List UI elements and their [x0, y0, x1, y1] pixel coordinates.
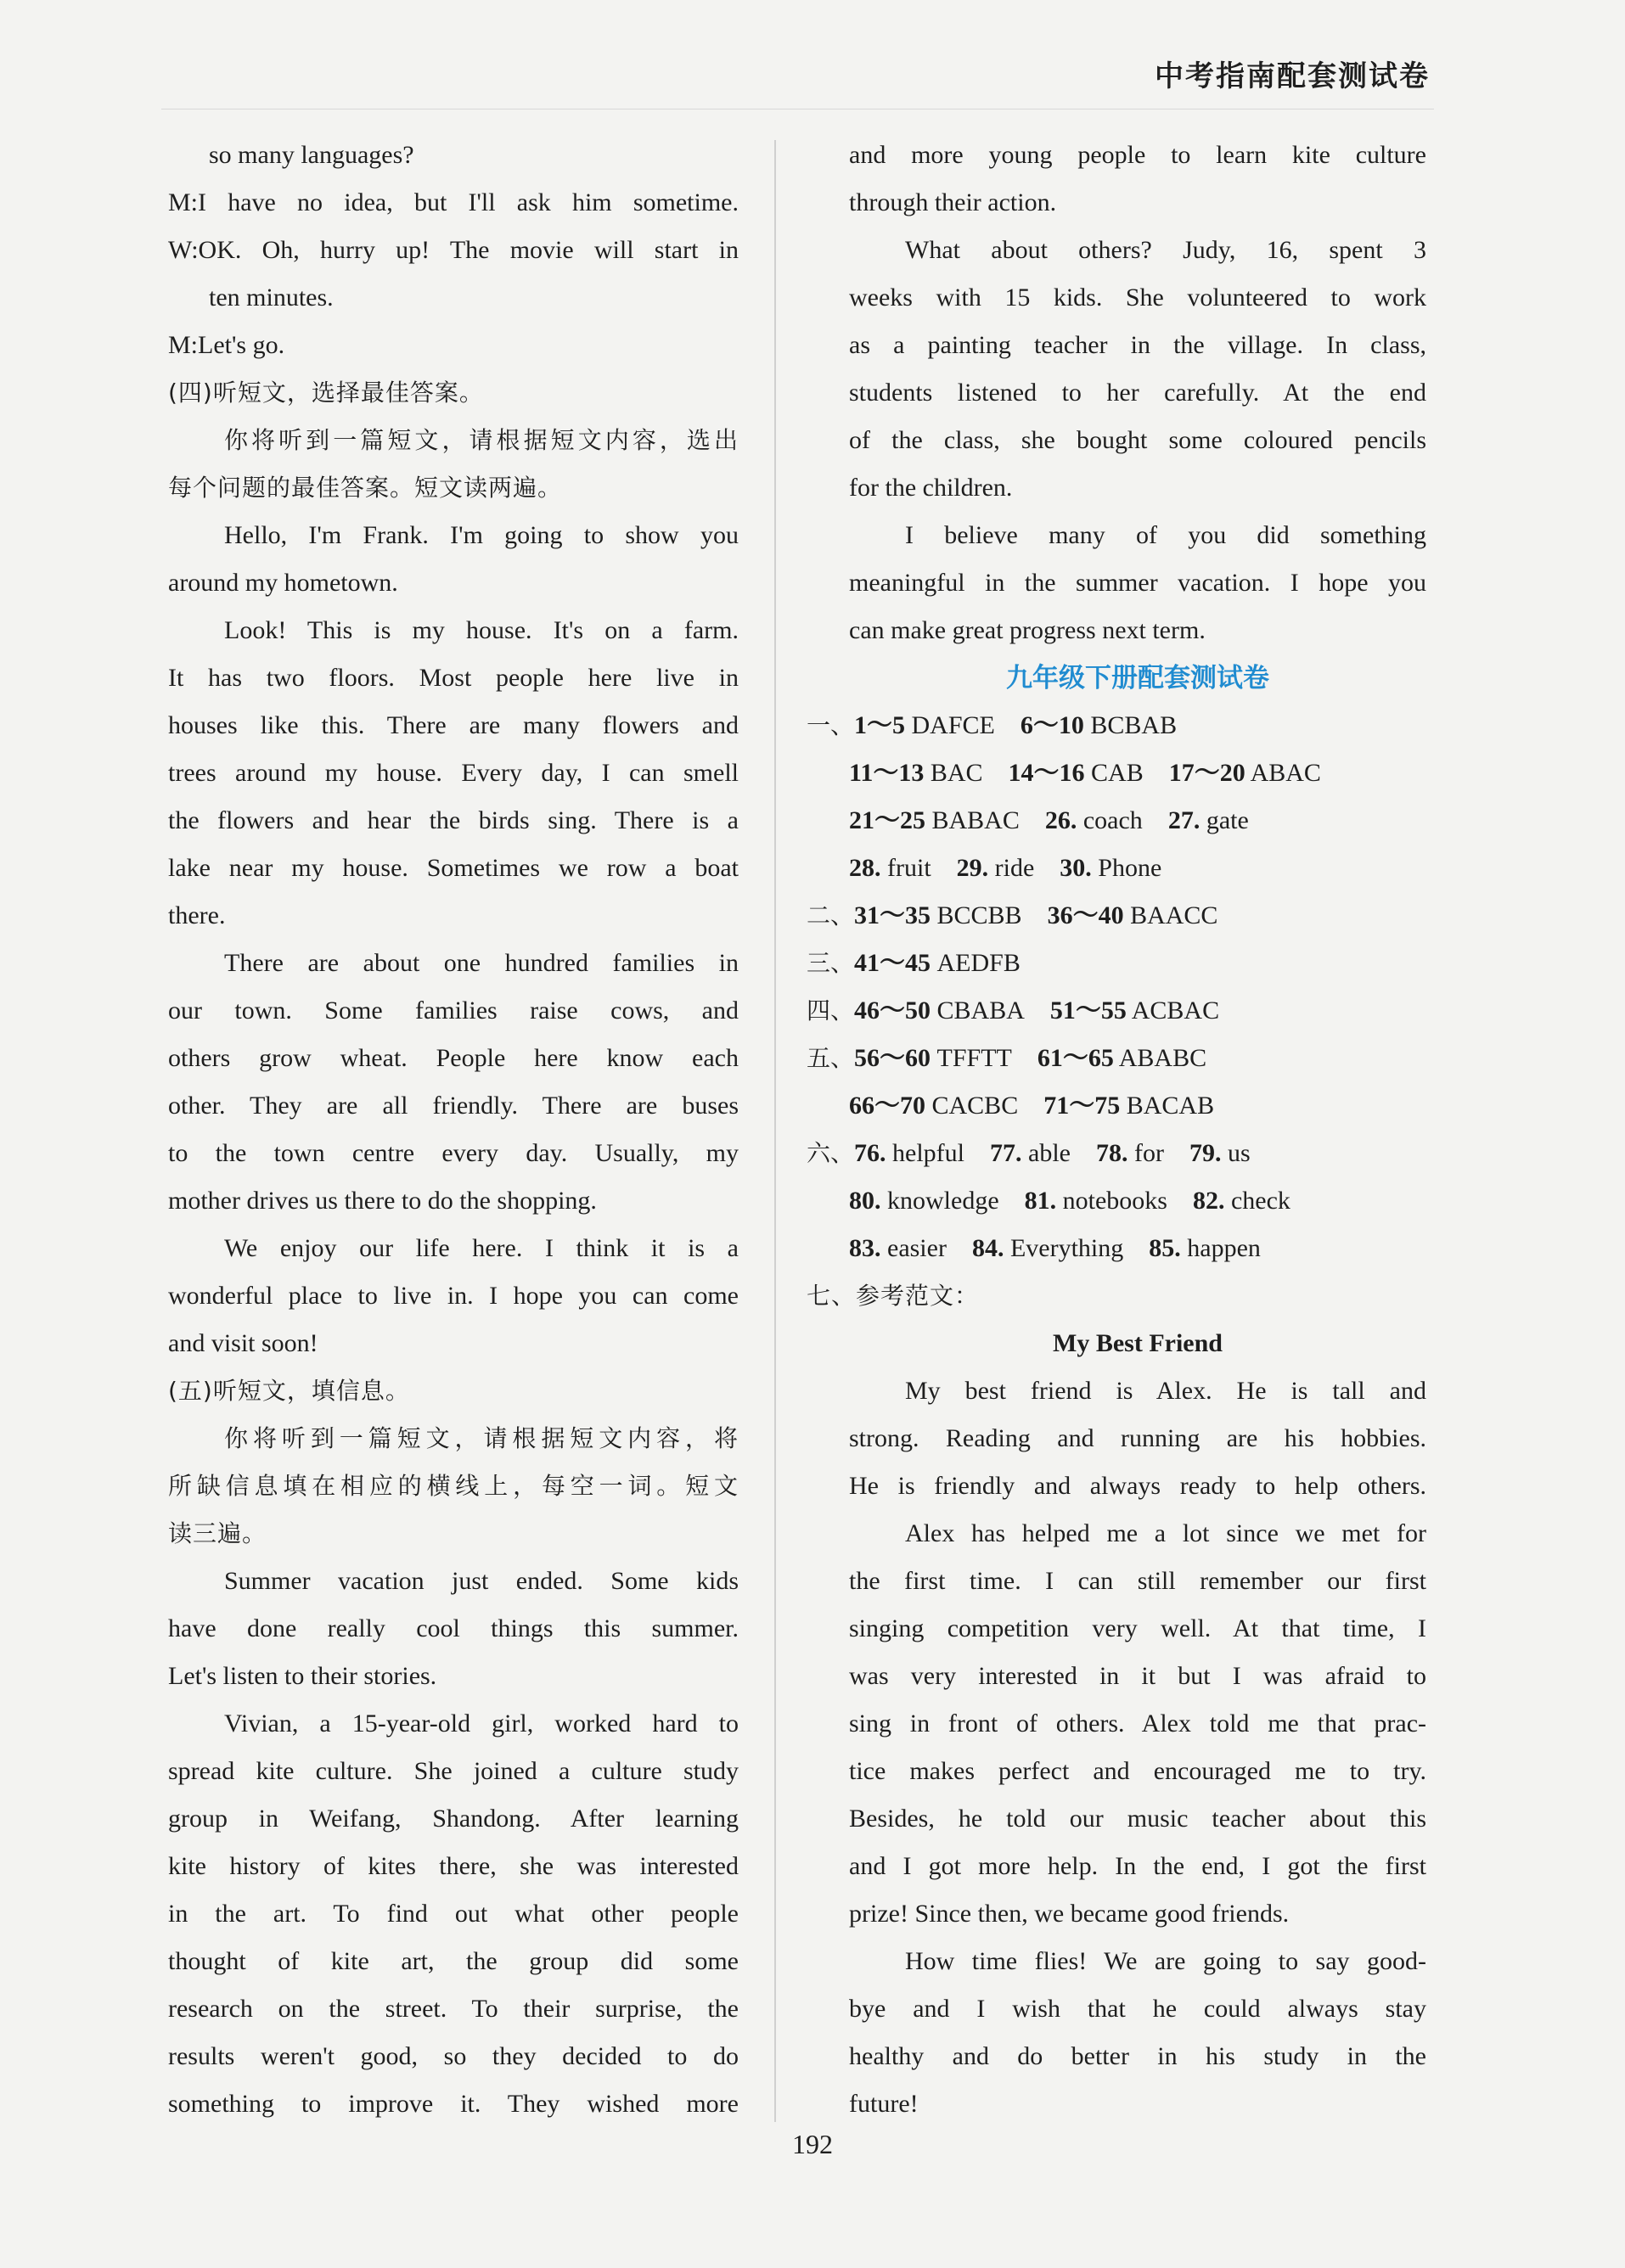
essay-line: future!	[849, 2090, 919, 2118]
text-line: so many languages?	[209, 141, 414, 169]
text-line: research on the street. To their surprise, the	[168, 1995, 739, 2023]
answer-section-label: 一、	[807, 711, 855, 739]
text-line: in the art. To find out what other people	[168, 1900, 739, 1928]
answer-key: 46～50	[854, 996, 931, 1025]
text-line: trees around my house. Every day, I can smell	[168, 759, 739, 787]
text-line: We enjoy our life here. I think it is a	[224, 1234, 739, 1262]
essay-line: sing in front of others. Alex told me that prac-	[849, 1709, 1426, 1737]
text-line: through their action.	[849, 188, 1057, 216]
answer-line	[849, 1225, 1426, 1272]
instruction-line: 读三遍。	[168, 1519, 267, 1547]
answer-value: easier	[887, 1234, 947, 1262]
text-line: weeks with 15 kids. She volunteered to work	[849, 284, 1426, 312]
answer-value: ABABC	[1118, 1044, 1207, 1072]
essay-line: Alex has helped me a lot since we met for	[905, 1519, 1426, 1547]
text-line: can make great progress next term.	[849, 616, 1206, 644]
answer-section-label: 四、	[807, 996, 855, 1025]
answer-key: 28.	[849, 854, 881, 882]
text-line: lake near my house. Sometimes we row a boat	[168, 854, 739, 882]
answer-key: 82.	[1192, 1187, 1225, 1215]
text-line: M:Let's go.	[168, 331, 285, 359]
answer-key: 83.	[849, 1234, 881, 1262]
section-heading: (五)听短文，填信息。	[168, 1377, 410, 1405]
answer-section-label: 三、	[807, 949, 855, 977]
answer-line	[807, 940, 1426, 987]
text-line: of the class, she bought some coloured pencils	[849, 426, 1426, 454]
instruction-line: 你将听到一篇短文，请根据短文内容，将	[224, 1424, 739, 1452]
answer-key: 78.	[1095, 1139, 1128, 1167]
answer-section-label: 七、参考范文：	[807, 1282, 980, 1310]
essay-line: Besides, he told our music teacher about this	[849, 1805, 1426, 1833]
text-line: our town. Some families raise cows, and	[168, 996, 739, 1025]
instruction-line: 所缺信息填在相应的横线上，每空一词。短文	[168, 1472, 739, 1500]
answer-key: 21～25	[849, 806, 925, 834]
text-line: something to improve it. They wished more	[168, 2090, 739, 2118]
left-column	[168, 132, 739, 2128]
answer-key: 27.	[1167, 806, 1200, 834]
answer-value: CAB	[1091, 759, 1144, 787]
text-line: others grow wheat. People here know each	[168, 1044, 739, 1072]
answer-key: 14～16	[1008, 759, 1085, 787]
answer-value: BAACC	[1130, 901, 1218, 929]
answer-value: knowledge	[887, 1187, 999, 1215]
right-column	[807, 132, 1426, 2128]
answer-value: BCCBB	[936, 901, 1022, 929]
text-line: What about others? Judy, 16, spent 3	[905, 236, 1426, 264]
text-line: I believe many of you did something	[905, 521, 1426, 549]
text-line: there.	[168, 901, 226, 929]
text-line: ten minutes.	[209, 284, 334, 312]
text-line: around my hometown.	[168, 569, 398, 597]
answer-value: coach	[1082, 806, 1143, 834]
answer-key: 80.	[849, 1187, 881, 1215]
text-line: Let's listen to their stories.	[168, 1662, 437, 1690]
text-line: meaningful in the summer vacation. I hope you	[849, 569, 1426, 597]
answer-section-label: 五、	[807, 1044, 855, 1072]
answer-value: DAFCE	[911, 711, 995, 739]
section-title: 九年级下册配套测试卷	[1006, 663, 1269, 693]
text-line: to the town centre every day. Usually, my	[168, 1139, 739, 1167]
answer-key: 31～35	[854, 901, 931, 929]
answer-key: 71～75	[1043, 1092, 1121, 1120]
answer-key: 17～20	[1168, 759, 1245, 787]
answer-key: 41～45	[854, 949, 931, 977]
answer-key: 85.	[1149, 1234, 1181, 1262]
text-line: kite history of kites there, she was interested	[168, 1852, 739, 1880]
text-line: W:OK. Oh, hurry up! The movie will start in	[168, 236, 739, 264]
answer-value: Phone	[1098, 854, 1162, 882]
answer-key: 81.	[1024, 1187, 1057, 1215]
answer-key: 56～60	[854, 1044, 931, 1072]
answer-key: 79.	[1189, 1139, 1222, 1167]
column-divider	[774, 140, 776, 2122]
section-heading: (四)听短文，选择最佳答案。	[168, 379, 484, 407]
answer-section-label: 二、	[807, 901, 855, 929]
essay-line: the first time. I can still remember our first	[849, 1567, 1426, 1595]
answer-line	[807, 987, 1426, 1035]
answer-value: ride	[994, 854, 1035, 882]
answer-key: 84.	[971, 1234, 1004, 1262]
answer-key: 61～65	[1037, 1044, 1114, 1072]
answer-value: us	[1227, 1139, 1251, 1167]
answer-line	[849, 797, 1426, 845]
text-line: have done really cool things this summer.	[168, 1614, 739, 1642]
answer-value: able	[1028, 1139, 1071, 1167]
text-line: results weren't good, so they decided to do	[168, 2042, 739, 2070]
essay-line: and I got more help. In the end, I got the first	[849, 1852, 1426, 1880]
essay-line: strong. Reading and running are his hobbies.	[849, 1424, 1426, 1452]
answer-line	[807, 1130, 1426, 1177]
instruction-line: 你将听到一篇短文，请根据短文内容，选出	[224, 426, 739, 454]
answer-value: fruit	[887, 854, 931, 882]
text-line: M:I have no idea, but I'll ask him sometime.	[168, 188, 739, 216]
text-line: thought of kite art, the group did some	[168, 1947, 739, 1975]
text-line: Summer vacation just ended. Some kids	[224, 1567, 739, 1595]
text-line: There are about one hundred families in	[224, 949, 739, 977]
answer-value: ACBAC	[1131, 996, 1220, 1025]
essay-line: He is friendly and always ready to help others.	[849, 1472, 1426, 1500]
text-line: the flowers and hear the birds sing. There is a	[168, 806, 739, 834]
answer-key: 6～10	[1020, 711, 1084, 739]
text-line: group in Weifang, Shandong. After learning	[168, 1805, 739, 1833]
answer-value: CACBC	[931, 1092, 1019, 1120]
text-line: other. They are all friendly. There are buses	[168, 1092, 739, 1120]
essay-line: bye and I wish that he could always stay	[849, 1995, 1426, 2023]
answer-line	[849, 845, 1426, 892]
answer-key: 76.	[854, 1139, 886, 1167]
answer-value: helpful	[892, 1139, 964, 1167]
answer-value: AEDFB	[936, 949, 1021, 977]
answer-value: BCBAB	[1090, 711, 1178, 739]
essay-line: How time flies! We are going to say good-	[905, 1947, 1426, 1975]
answer-line	[849, 1177, 1426, 1225]
answer-value: happen	[1187, 1234, 1261, 1262]
text-line: mother drives us there to do the shopping.	[168, 1187, 597, 1215]
answer-value: Everything	[1009, 1234, 1124, 1262]
text-line: spread kite culture. She joined a culture study	[168, 1757, 739, 1785]
answer-line	[820, 749, 1426, 797]
text-line: houses like this. There are many flowers and	[168, 711, 739, 739]
text-line: Vivian, a 15-year-old girl, worked hard to	[224, 1709, 739, 1737]
essay-line: singing competition very well. At that time, I	[849, 1614, 1426, 1642]
text-line: Look! This is my house. It's on a farm.	[224, 616, 739, 644]
answer-key: 77.	[990, 1139, 1022, 1167]
page-header-title: 中考指南配套测试卷	[1155, 59, 1430, 93]
text-line: as a painting teacher in the village. In class,	[849, 331, 1426, 359]
text-line: wonderful place to live in. I hope you can come	[168, 1282, 739, 1310]
answer-section-label: 六、	[807, 1139, 855, 1167]
answer-value: notebooks	[1062, 1187, 1167, 1215]
answer-value: gate	[1206, 806, 1249, 834]
answer-key: 66～70	[849, 1092, 925, 1120]
answer-value: BABAC	[931, 806, 1020, 834]
answer-key: 26.	[1044, 806, 1077, 834]
answer-value: TFFTT	[936, 1044, 1012, 1072]
text-line: It has two floors. Most people here live in	[168, 664, 739, 692]
instruction-line: 每个问题的最佳答案。短文读两遍。	[168, 474, 563, 502]
answer-key: 51～55	[1049, 996, 1127, 1025]
answer-value: CBABA	[936, 996, 1025, 1025]
answer-line	[807, 892, 1426, 940]
answer-value: ABAC	[1250, 759, 1321, 787]
essay-line: prize! Since then, we became good friends.	[849, 1900, 1290, 1928]
text-line: students listened to her carefully. At the end	[849, 379, 1426, 407]
text-line: and more young people to learn kite culture	[849, 141, 1426, 169]
answer-value: check	[1230, 1187, 1290, 1215]
answer-value: BAC	[930, 759, 983, 787]
text-line: and visit soon!	[168, 1329, 318, 1357]
answer-key: 1～5	[854, 711, 906, 739]
essay-line: tice makes perfect and encouraged me to try.	[849, 1757, 1426, 1785]
essay-line: was very interested in it but I was afraid to	[849, 1662, 1426, 1690]
answer-line	[807, 1035, 1426, 1082]
essay-line: healthy and do better in his study in the	[849, 2042, 1426, 2070]
essay-line: My best friend is Alex. He is tall and	[905, 1377, 1426, 1405]
text-line: Hello, I'm Frank. I'm going to show you	[224, 521, 739, 549]
answer-key: 36～40	[1047, 901, 1124, 929]
answer-key: 11～13	[849, 759, 925, 787]
answer-line	[849, 1082, 1426, 1130]
answer-key: 30.	[1060, 854, 1092, 882]
text-line: for the children.	[849, 474, 1013, 502]
answer-line	[807, 702, 1426, 749]
page-number: 192	[792, 2129, 833, 2159]
answer-value: for	[1133, 1139, 1164, 1167]
answer-key: 29.	[956, 854, 989, 882]
answer-value: BACAB	[1126, 1092, 1215, 1120]
essay-title: My Best Friend	[1053, 1329, 1223, 1357]
